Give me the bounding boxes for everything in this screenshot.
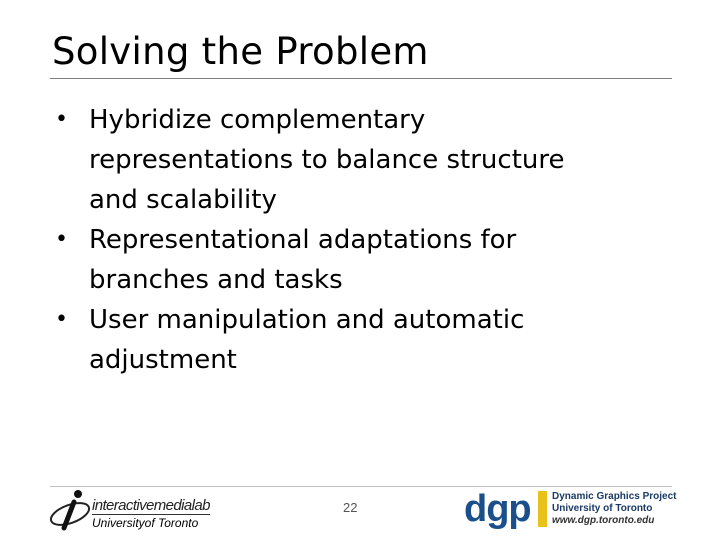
page-number: 22: [343, 500, 358, 515]
iml-university: Universityof Toronto: [92, 516, 199, 530]
dgp-logo: [462, 487, 677, 533]
interactive-media-lab-logo: [48, 486, 248, 536]
dgp-accent-bar: [538, 491, 547, 527]
bullet-dot: •: [55, 227, 68, 252]
slide-title: Solving the Problem: [52, 30, 429, 73]
bullet-dot: •: [55, 107, 68, 132]
bullet-line: User manipulation and automatic: [89, 305, 525, 335]
bullet-dot: •: [55, 307, 68, 332]
dgp-line-1: Dynamic Graphics Project: [552, 491, 677, 502]
bullet-item: [55, 100, 675, 220]
bullet-line: Hybridize complementary: [89, 105, 426, 135]
bullet-item: [55, 300, 675, 380]
dgp-text: [552, 491, 677, 527]
bullet-line: branches and tasks: [89, 265, 343, 295]
title-divider: [50, 78, 672, 79]
dgp-url: www.dgp.toronto.edu: [552, 515, 655, 526]
interactive-media-lab-i-icon: [48, 486, 96, 534]
bullet-line: and scalability: [89, 185, 277, 215]
iml-wordmark: interactivemedialab: [92, 497, 210, 514]
bullet-item: [55, 220, 675, 300]
bullet-line: Representational adaptations for: [89, 225, 517, 255]
bullet-list: [55, 100, 675, 380]
bullet-line: adjustment: [89, 345, 237, 375]
dgp-line-2: University of Toronto: [552, 503, 653, 514]
bullet-line: representations to balance structure: [89, 145, 565, 175]
dgp-mark: dgp: [464, 488, 531, 530]
